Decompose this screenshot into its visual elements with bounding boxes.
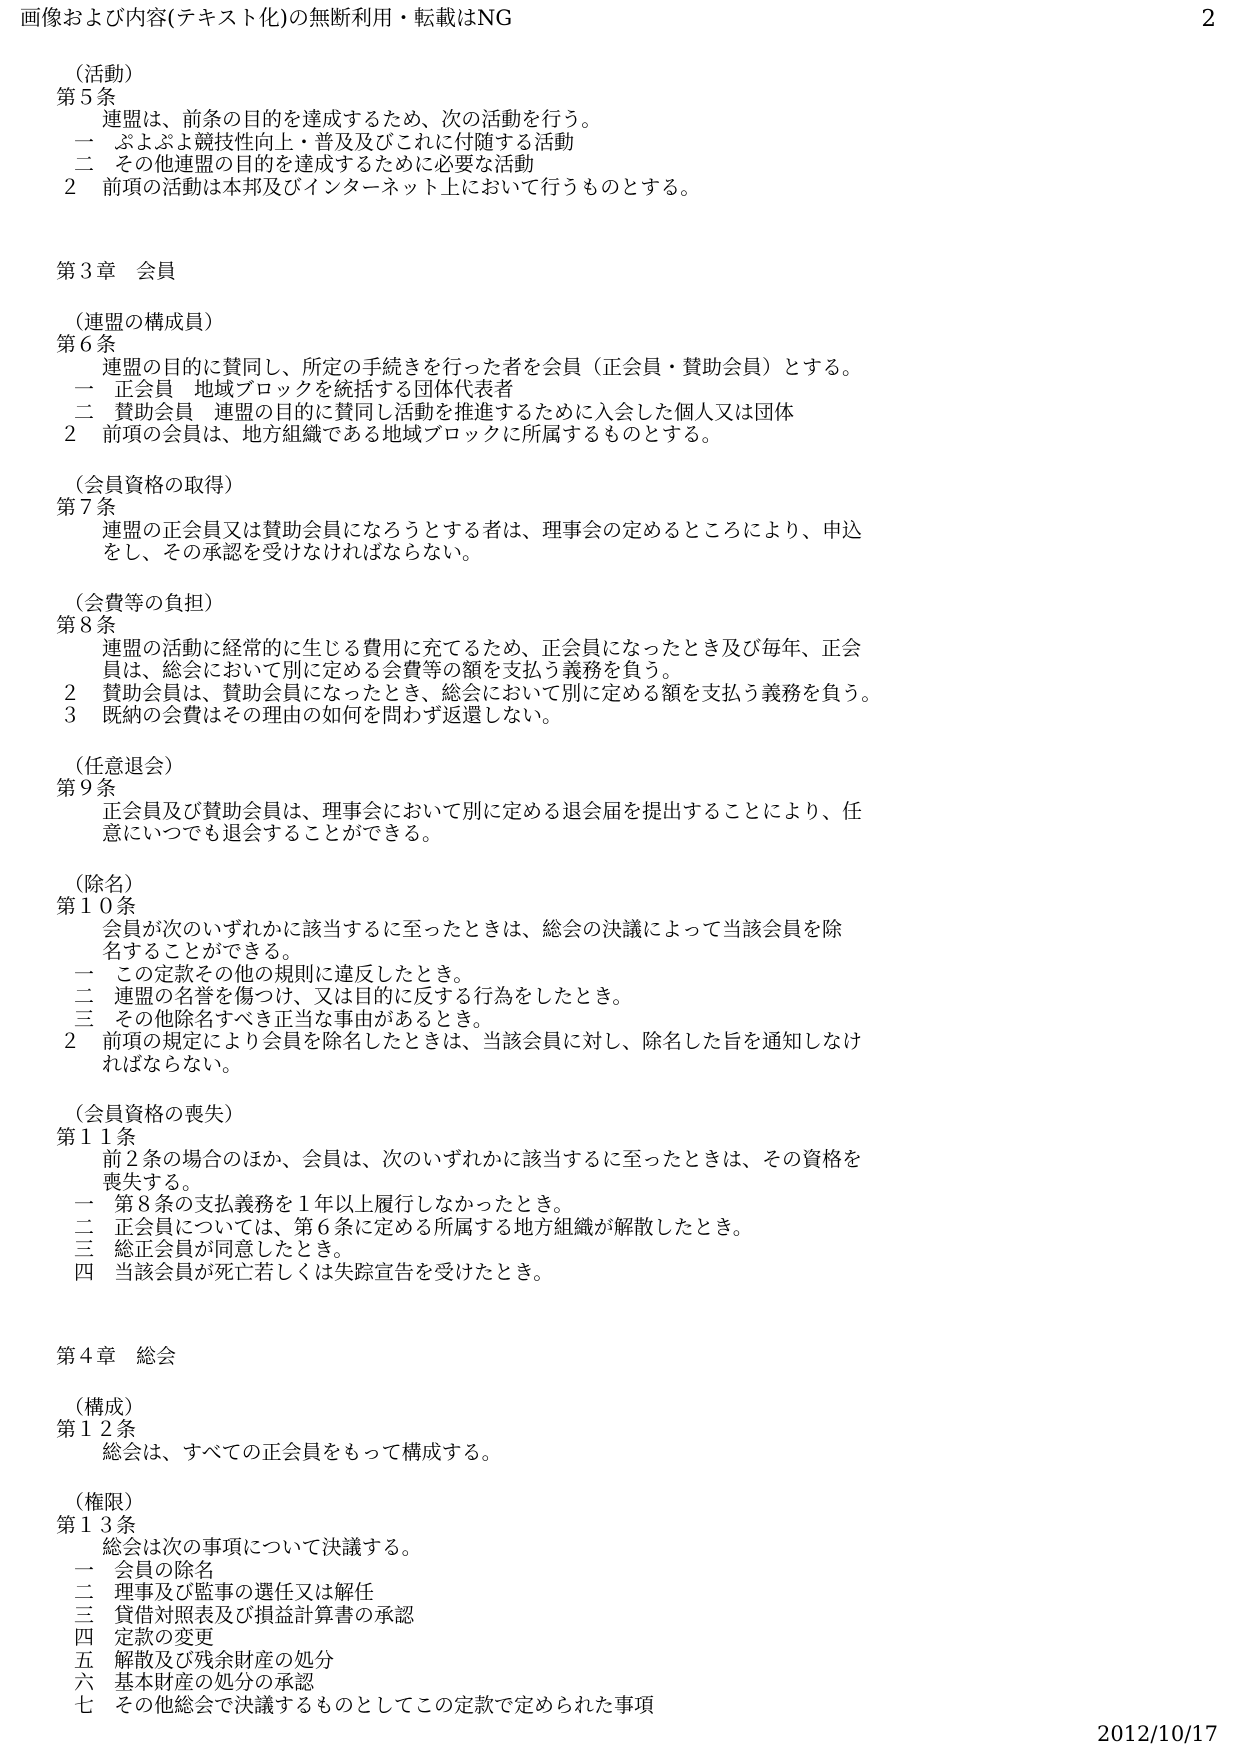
article-title: （会員資格の取得）: [64, 472, 244, 497]
item-number: 一: [74, 1192, 94, 1216]
item-text: ぷよぷよ競技性向上・普及及びこれに付随する活動: [114, 129, 574, 154]
article-title: （活動）: [64, 62, 144, 86]
spacer: [56, 198, 1206, 260]
chapter-title: 第４章 総会: [56, 1344, 176, 1368]
paragraph-item: [56, 1030, 1206, 1053]
article-body: 連盟の目的に賛同し、所定の手続きを行った者を会員（正会員・賛助会員）とする。: [102, 354, 862, 379]
item-text: 理事及び監事の選任又は解任: [114, 1580, 374, 1604]
article-body: 正会員及び賛助会員は、理事会において別に定める退会届を提出することにより、任: [102, 798, 862, 823]
article-number: 第７条: [56, 495, 116, 519]
spacer: [56, 446, 1206, 474]
spacer: [56, 845, 1206, 873]
article-title: （連盟の構成員）: [64, 309, 224, 334]
item-text: 正会員 地域ブロックを統括する団体代表者: [114, 377, 514, 401]
item-text: 当該会員が死亡若しくは失踪宣告を受けたとき。: [114, 1259, 554, 1284]
article-body: 連盟の活動に経常的に生じる費用に充てるため、正会員になったとき及び毎年、正会: [102, 635, 862, 660]
item-text: 連盟の名誉を傷つけ、又は目的に反する行為をしたとき。: [114, 984, 633, 1008]
list-item: [56, 1694, 1206, 1717]
item-text: その他連盟の目的を達成するために必要な活動: [114, 152, 534, 176]
article-number: 第１１条: [56, 1124, 136, 1149]
item-text: 解散及び残余財産の処分: [114, 1647, 334, 1672]
spacer: [56, 1368, 1206, 1396]
chapter-title: 第３章 会員: [56, 259, 176, 283]
item-text: その他除名すべき正当な事由があるとき。: [114, 1006, 493, 1031]
list-item: [56, 1626, 1206, 1649]
paragraph-number: ３: [60, 703, 80, 727]
article-title: （除名）: [64, 871, 144, 896]
article-body-continuation: 員は、総会において別に定める会費等の額を支払う義務を負う。: [102, 658, 682, 682]
spacer: [56, 727, 1206, 755]
item-text: 貸借対照表及び損益計算書の承認: [114, 1602, 414, 1627]
item-number: 三: [74, 1602, 94, 1627]
paragraph-number: ２: [60, 1029, 80, 1053]
item-number: 二: [74, 1580, 94, 1604]
list-item: [56, 1649, 1206, 1672]
article-number: 第６条: [56, 332, 116, 356]
article-body: 連盟は、前条の目的を達成するため、次の活動を行う。: [102, 107, 602, 131]
paragraph-text: 前項の規定により会員を除名したときは、当該会員に対し、除名した旨を通知しなけ: [102, 1029, 862, 1053]
paragraph-item: [56, 682, 1206, 705]
item-number: 一: [74, 961, 94, 986]
article-body: 連盟の正会員又は賛助会員になろうとする者は、理事会の定めるところにより、申込: [102, 517, 862, 542]
item-text: この定款その他の規則に違反したとき。: [114, 961, 474, 986]
item-text: 定款の変更: [114, 1625, 214, 1649]
page-number: 2: [1201, 6, 1216, 32]
item-number: 一: [74, 1557, 94, 1582]
article-body-continuation: 名することができる。: [102, 939, 302, 963]
article-number: 第１３条: [56, 1512, 136, 1537]
list-item: [56, 1193, 1206, 1216]
item-text: 総正会員が同意したとき。: [114, 1237, 354, 1261]
list-item: [56, 1238, 1206, 1261]
spacer: [56, 1075, 1206, 1103]
item-number: 三: [74, 1237, 94, 1261]
list-item: [56, 131, 1206, 154]
article-title: （任意退会）: [64, 753, 184, 778]
footer-date: 2012/10/17: [1096, 1722, 1218, 1746]
paragraph-text: 前項の活動は本邦及びインターネット上において行うものとする。: [102, 174, 701, 199]
item-number: 一: [74, 377, 94, 401]
paragraph-item: [56, 176, 1206, 199]
item-text: 賛助会員 連盟の目的に賛同し活動を推進するために入会した個人又は団体: [114, 399, 794, 424]
article-title: （権限）: [64, 1490, 144, 1514]
article-body: 前２条の場合のほか、会員は、次のいずれかに該当するに至ったときは、その資格を: [102, 1147, 862, 1171]
item-text: 第８条の支払義務を１年以上履行しなかったとき。: [114, 1192, 574, 1216]
spacer: [56, 1283, 1206, 1345]
article-number: 第５条: [56, 84, 116, 109]
item-number: 三: [74, 1006, 94, 1031]
item-number: 二: [74, 399, 94, 424]
item-text: 基本財産の処分の承認: [114, 1670, 314, 1694]
list-item: [56, 1216, 1206, 1239]
list-item: [56, 378, 1206, 401]
article-number: 第１０条: [56, 894, 136, 918]
list-item: [56, 1261, 1206, 1284]
spacer: [56, 564, 1206, 592]
spacer: [56, 1463, 1206, 1491]
list-item: [56, 153, 1206, 176]
item-number: 二: [74, 1214, 94, 1239]
item-number: 四: [74, 1259, 94, 1284]
article-body: 総会は次の事項について決議する。: [102, 1535, 422, 1559]
paragraph-number: ２: [60, 422, 80, 446]
list-item: [56, 1559, 1206, 1582]
paragraph-number: ２: [60, 174, 80, 199]
paragraph-text: 賛助会員は、賛助会員になったとき、総会において別に定める額を支払う義務を負う。: [102, 680, 882, 705]
list-item: [56, 985, 1206, 1008]
article-number: 第９条: [56, 776, 116, 800]
article-title: （構成）: [64, 1394, 144, 1419]
list-item: [56, 1604, 1206, 1627]
article-body-continuation: 喪失する。: [102, 1169, 202, 1194]
copyright-notice: 画像および内容(テキスト化)の無断利用・転載はNG: [20, 6, 513, 30]
article-title: （会員資格の喪失）: [64, 1102, 244, 1126]
article-body-continuation: 意にいつでも退会することができる。: [102, 821, 442, 845]
article-title: （会費等の負担）: [64, 590, 224, 615]
item-number: 二: [74, 152, 94, 176]
list-item: [56, 401, 1206, 424]
item-number: 五: [74, 1647, 94, 1672]
paragraph-number: ２: [60, 680, 80, 705]
article-body: 総会は、すべての正会員をもって構成する。: [102, 1439, 502, 1464]
list-item: [56, 1008, 1206, 1031]
article-body-continuation: をし、その承認を受けなければならない。: [102, 540, 482, 564]
item-number: 二: [74, 984, 94, 1008]
paragraph-item: [56, 423, 1206, 446]
item-text: 正会員については、第６条に定める所属する地方組織が解散したとき。: [114, 1214, 753, 1239]
item-text: 会員の除名: [114, 1557, 214, 1582]
item-number: 六: [74, 1670, 94, 1694]
document-body: [56, 63, 1206, 1716]
article-number: 第８条: [56, 613, 116, 637]
item-text: その他総会で決議するものとしてこの定款で定められた事項: [114, 1692, 654, 1717]
item-number: 四: [74, 1625, 94, 1649]
list-item: [56, 963, 1206, 986]
article-body: 会員が次のいずれかに該当するに至ったときは、総会の決議によって当該会員を除: [102, 916, 842, 941]
paragraph-text: 前項の会員は、地方組織である地域ブロックに所属するものとする。: [102, 422, 722, 446]
spacer: [56, 283, 1206, 311]
item-number: 七: [74, 1692, 94, 1717]
list-item: [56, 1581, 1206, 1604]
list-item: [56, 1671, 1206, 1694]
item-number: 一: [74, 129, 94, 154]
paragraph-item: [56, 704, 1206, 727]
article-body-continuation: ればならない。: [102, 1051, 242, 1076]
paragraph-text: 既納の会費はその理由の如何を問わず返還しない。: [102, 703, 562, 727]
article-number: 第１２条: [56, 1417, 136, 1441]
